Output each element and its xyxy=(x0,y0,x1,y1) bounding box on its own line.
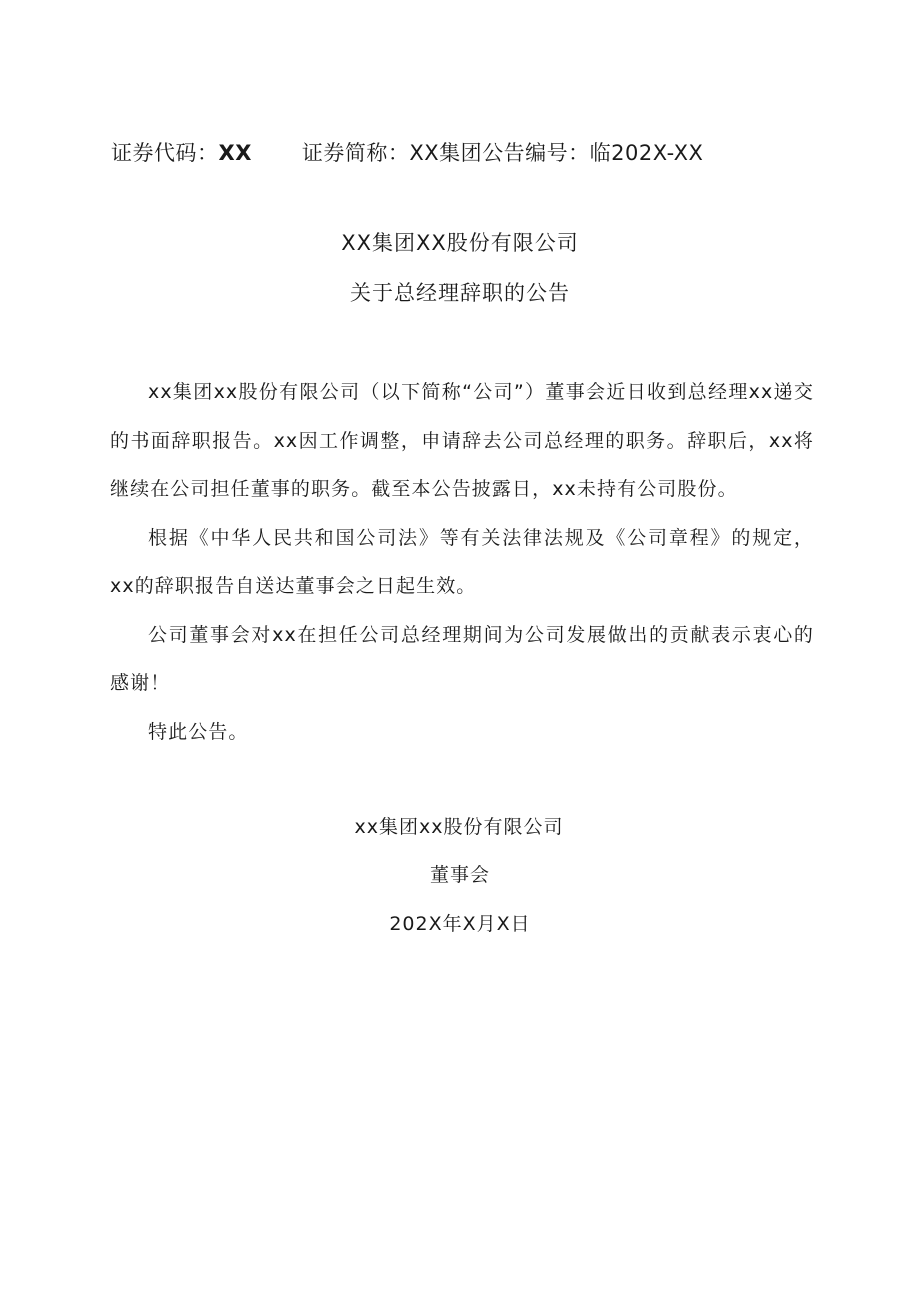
announcement-title: 关于总经理辞职的公告 xyxy=(350,281,570,305)
closing-phrase: 特此公告。 xyxy=(148,720,249,743)
signature-company: xx集团xx股份有限公司 xyxy=(354,816,564,838)
body-paragraph: 根据《中华人民共和国公司法》等有关法律法规及《公司章程》的规定，xx的辞职报告自送达董事会之日起生效。 xyxy=(110,526,814,597)
notice-number-label: 公告编号： xyxy=(482,141,590,165)
notice-number-value: 临202X-XX xyxy=(589,141,704,165)
stock-code-label: 证券代码： xyxy=(111,141,219,165)
signature-date: 202X年X月X日 xyxy=(389,913,531,935)
stock-abbr-value: XX集团 xyxy=(409,141,483,165)
body-paragraph: 公司董事会对xx在担任公司总经理期间为公司发展做出的贡献表示衷心的感谢！ xyxy=(110,623,814,694)
stock-code-value: XX xyxy=(218,141,252,165)
document-header xyxy=(111,135,703,171)
signature-board: 董事会 xyxy=(429,864,490,886)
stock-abbr-label: 证券简称： xyxy=(301,141,410,165)
body-paragraph: xx集团xx股份有限公司（以下简称“公司”）董事会近日收到总经理xx递交的书面辞职报告。xx因工作调整，申请辞去公司总经理的职务。辞职后，xx将继续在公司担任董事的职务。截至本公告披露日，xx未持有公司股份。 xyxy=(110,381,814,500)
announcement-body xyxy=(110,368,814,756)
company-title: XX集团XX股份有限公司 xyxy=(341,231,579,255)
